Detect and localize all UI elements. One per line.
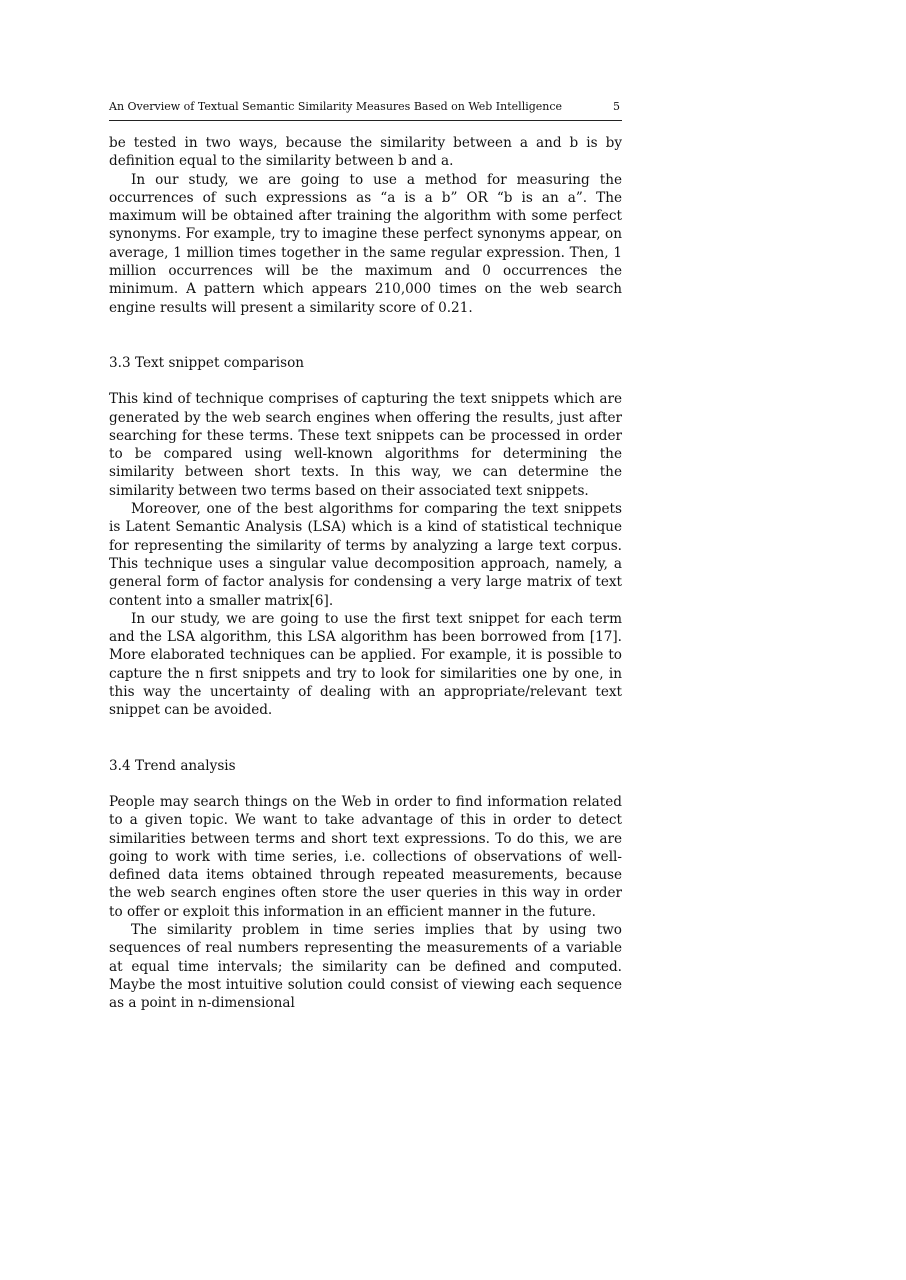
running-header (109, 98, 622, 121)
running-title: An Overview of Textual Semantic Similarity Measures Based on Web Intelligence (109, 100, 563, 113)
page-number: 5 (613, 100, 620, 113)
paper-page (109, 98, 622, 1012)
paragraph: be tested in two ways, because the similarity between a and b is by definition equal to the similarity between b and a. (109, 135, 622, 170)
paragraph: People may search things on the Web in order to find information related to a given topic. We want to take advantage of this in order to detect similarities between terms and short text expressions. To do this, we are going to work with time series, i.e. collections of observations of well-defined data items obtained through repeated measurements, because the web search engines often store the user queries in this way in order to offer or exploit this information in an efficient manner in the future. (109, 793, 622, 920)
paragraph: Moreover, one of the best algorithms for comparing the text snippets is Latent Semantic Analysis (LSA) which is a kind of statistical technique for representing the similarity of terms by analyzing a large text corpus. This technique uses a singular value decomposition approach, namely, a general form of factor analysis for condensing a very large matrix of text content into a smaller matrix[6]. (109, 501, 622, 609)
paragraph: This kind of technique comprises of capturing the text snippets which are generated by the web search engines when offering the results, just after searching for these terms. These text snippets can be processed in order to be compared using well-known algorithms for determining the similarity between short texts. In this way, we can determine the similarity between two terms based on their associated text snippets. (109, 391, 622, 499)
section-heading-trend-analysis: 3.4 Trend analysis (109, 757, 236, 774)
paragraph: In our study, we are going to use a method for measuring the occurrences of such expressions as “a is a b” OR “b is an a”. The maximum will be obtained after training the algorithm with some perfect synonyms. For example, try to imagine these perfect synonyms appear, on average, 1 million times together in the same regular expression. Then, 1 million occurrences will be the maximum and 0 occurrences the minimum. A pattern which appears 210,000 times on the web search engine results will present a similarity score of 0.21. (109, 171, 622, 316)
section-heading-text-snippet-comparison: 3.3 Text snippet comparison (109, 354, 305, 371)
paragraph: The similarity problem in time series implies that by using two sequences of real numbers representing the measurements of a variable at equal time intervals; the similarity can be defined and computed. Maybe the most intuitive solution could consist of viewing each sequence as a point in n-dimensional (109, 921, 622, 1012)
paragraph: In our study, we are going to use the first text snippet for each term and the LSA algorithm, this LSA algorithm has been borrowed from [17]. More elaborated techniques can be applied. For example, it is possible to capture the n first snippets and try to look for similarities one by one, in this way the uncertainty of dealing with an appropriate/relevant text snippet can be avoided. (109, 610, 622, 719)
body-text (109, 134, 622, 1012)
